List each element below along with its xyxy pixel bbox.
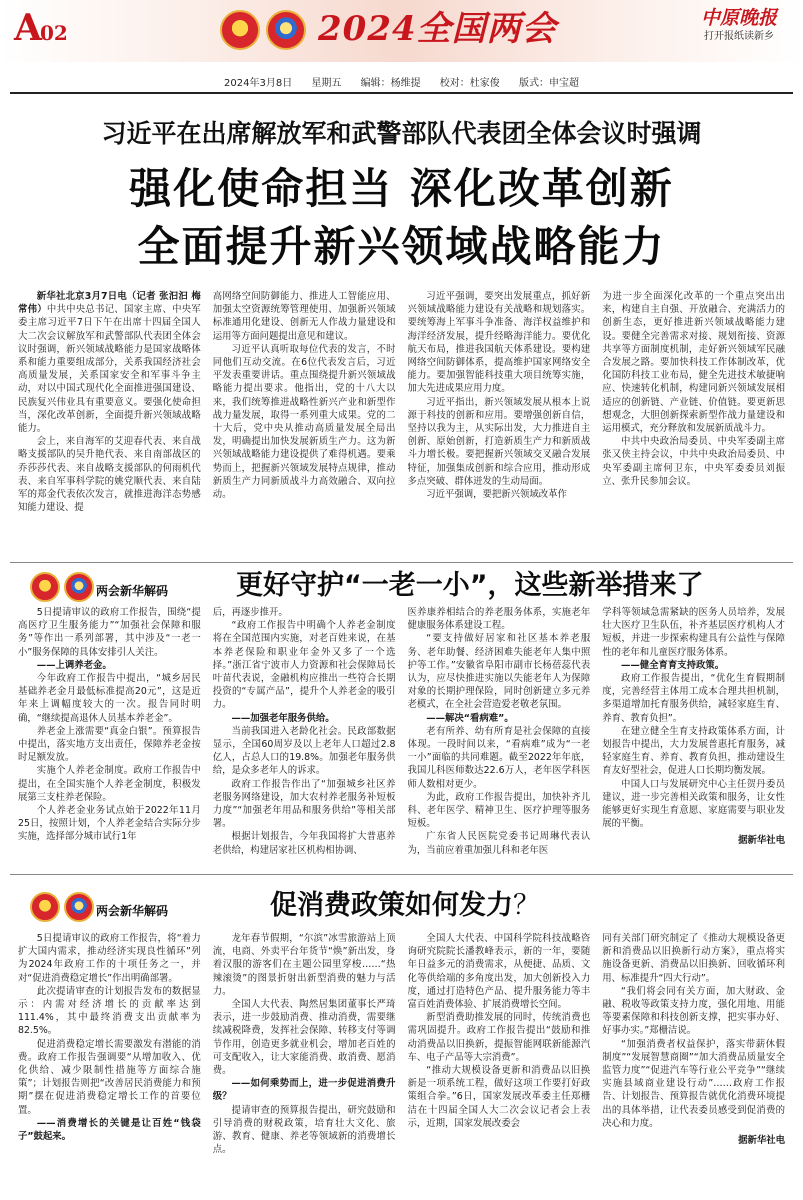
article2-section-head bbox=[0, 566, 803, 606]
article1-dateline: 新华社北京3月7日电（记者 张汩汩 梅常伟） bbox=[18, 291, 201, 316]
article3-paragraph: 新型消费助推发展的同时，传统消费也需巩固提升。政府工作报告提出“鼓励和推动消费品以旧换新，提振智能网联新能源汽车、电子产品等大宗消费”。 bbox=[407, 1012, 591, 1063]
article1-kicker: 习近平在出席解放军和武警部队代表团全体会议时强调 bbox=[101, 119, 702, 148]
layout-credit: 版式：申宝超 bbox=[518, 78, 579, 89]
cppcc-emblem-icon bbox=[266, 10, 306, 50]
article3-column-4 bbox=[602, 932, 785, 1194]
article2-column-2 bbox=[213, 606, 396, 870]
article3-paragraph: “加强消费者权益保护，落实带薪休假制度”“发展智慧商圈”“加大消费品质量安全监管力度”“促进汽车等行业公平竞争”“继续实施县域商业建设行动”……政府工作报告、计划报告、预算报告就优化消费环境提出的具体举措，让代表委员感受到促消费的决心和力度。 bbox=[602, 1038, 785, 1129]
article1-column-1 bbox=[18, 290, 201, 558]
article3-column-3 bbox=[408, 932, 591, 1194]
section-label: 两会新华解码 bbox=[96, 584, 169, 598]
article2-paragraph: 学科等领域急需紧缺的医务人员培养，发展壮大医疗卫生队伍，补齐基层医疗机构人才短板，并进一步探索构建具有公益性与保障性的老年和儿童医疗服务体系。 bbox=[602, 607, 785, 658]
article3-subhead: ——消费增长的关键是让百姓“钱袋子”鼓起来。 bbox=[18, 1117, 201, 1143]
issue-date: 2024年3月8日 bbox=[224, 78, 293, 89]
article1-column-4 bbox=[602, 290, 785, 558]
article3-paragraph: 全国人大代表、中国科学院科技战略咨询研究院院长潘教峰表示，新的一年，要随年日益多元的消费需求，从便捷、品质、文化等供给端的多角度出发，加大创新投入力度，通过打造特色产品、提升服务能力等丰富百姓消费体验、扩展消费增长空间。 bbox=[407, 933, 591, 1011]
article1-paragraph: 习近平认真听取每位代表的发言，不时同他们互动交流。在6位代表发言后，习近平发表重要讲话。重点围绕提升新兴领域战略能力提出要求。他指出，党的十八大以来，我们统筹推进战略性新兴产业和新型作战力量发展，取得一系列重大成果。党的二十大后，党中央从推动高质量发展全局出发，明确提出加快发展新质生产力。这为新兴领域战略能力建设提供了难得机遇。要乘势而上，把握新兴领域发展特点规律，推动新质生产力同新质战斗力高效融合、双向拉动。 bbox=[212, 343, 396, 501]
article2-column-4 bbox=[602, 606, 785, 870]
article2-headline: 更好守护“一老一小”，这些新举措来了 bbox=[236, 570, 704, 601]
article1-column-2 bbox=[213, 290, 396, 558]
article2-paragraph: 政府工作报告提出，“优化生育假期制度，完善经营主体用工成本合理共担机制，多渠道增加托育服务供给，减轻家庭生育、养育、教育负担”。 bbox=[602, 673, 785, 724]
article2-paragraph: 个人养老金业务试点始于2022年11月25日，按照计划，个人养老金结合实际分步实施，选择部分城市试行1年 bbox=[18, 805, 201, 843]
article3-headline-mark: ？ bbox=[513, 890, 540, 921]
article2-column-1 bbox=[18, 606, 201, 870]
article3-body bbox=[18, 932, 785, 1194]
article2-paragraph: 中国人口与发展研究中心主任贺丹委员建议，进一步完善相关政策和服务，让女性能够更好实现生育意愿、家庭需要与职业发展的平衡。 bbox=[602, 778, 785, 830]
article2-paragraph: 当前我国进入老龄化社会。民政部数据显示，全国60周岁及以上老年人口超过2.8亿人，占总人口的19.8%。加强老年服务供给，是众多老年人的诉求。 bbox=[212, 725, 396, 777]
article3-paragraph: 同有关部门研究制定了《推动大规模设备更新和消费品以旧换新行动方案》，重点将实施设备更新、消费品以旧换新、回收循环利用、标准提升“四大行动”。 bbox=[602, 933, 785, 984]
article1-paragraph: 会上，来自海军的艾迎春代表、来自战略支援部队的吴升艳代表、来自南部战区的乔莎莎代表、来自战略支援部队的何雨机代表、来自军事科学院的姚党顺代表、来自陆军的郑金代表依次发言，就推进海洋态势感知能力建设、提 bbox=[18, 436, 201, 514]
article1-column-3 bbox=[408, 290, 591, 558]
article2-paragraph: 根据计划报告，今年我国将扩大普惠养老供给，构建居家社区机构相协调、 bbox=[212, 831, 396, 856]
article2-paragraph: 老有所养、幼有所育是社会保障的直接体现。一段时间以来，“看病难”成为“一老一小”面临的共同难题。截至2022年年底，我国儿科医师数达22.6万人，老年医学科医师人数相对更少。 bbox=[407, 725, 591, 790]
section-label: 两会新华解码 bbox=[96, 904, 169, 918]
article2-subhead: ——加强老年服务供给。 bbox=[231, 712, 335, 724]
article3-paragraph: 此次提请审查的计划报告发布的数据显示：内需对经济增长的贡献率达到111.4%，其中最终消费支出贡献率为82.5%。 bbox=[18, 985, 201, 1037]
article1-headline-line1: 强化使命担当 深化改革创新 bbox=[129, 164, 674, 213]
article1-paragraph bbox=[18, 290, 201, 435]
article1-paragraph: 习近平强调，要突出发展重点，抓好新兴领域战略能力建设有关战略和规划落实。要统筹海上军事斗争准备、海洋权益维护和海洋经济发展，提升经略海洋能力。要优化航天布局，推进我国航天体系建设。要构建网络空间防御体系，提高维护国家网络安全能力。要加强智能科技重大项目统筹实施，加大先进成果应用力度。 bbox=[407, 291, 591, 395]
article1-headline-line2: 全面提升新兴领域战略能力 bbox=[137, 222, 666, 271]
banner-title: 2024全国两会 bbox=[318, 9, 557, 49]
article2-paragraph: 今年政府工作报告中提出，“城乡居民基础养老金月最低标准提高20元”，这是近年来上调幅度较大的一次。报告同时明确，“继续提高退休人员基本养老金”。 bbox=[18, 673, 201, 724]
article3-column-2 bbox=[213, 932, 396, 1194]
article2-paragraph: 在建立健全生育支持政策体系方面，计划报告中提出，大力发展普惠托育服务，减轻家庭生育、养育、教育负担，推动建设生育友好型社会，促进人口长期均衡发展。 bbox=[602, 725, 785, 777]
page-number bbox=[14, 8, 68, 53]
article2-paragraph: “政府工作报告中明确个人养老金制度将在全国范围内实施，对老百姓来说，在基本养老保险和职业年金外又多了一个选择。”浙江省宁波市人力资源和社会保障局长叶苗代表说，金融机构应推出一些符合长期投资的“专属产品”，提升个人养老金的吸引力。 bbox=[212, 620, 396, 711]
national-emblem-icon bbox=[30, 892, 60, 922]
article2-paragraph: 5日提请审议的政府工作报告，围绕“提高医疗卫生服务能力”“加强社会保障和服务”等作出一系列部署，其中涉及“一老一小”服务保障的具体安排引人关注。 bbox=[18, 607, 201, 658]
article1-text: 中共中央总书记、国家主席、中央军委主席习近平7日下午在出席十四届全国人大二次会议解放军和武警部队代表团全体会议时强调，新兴领域战略能力是国家战略体系和能力重要组成部分，关系我国经济社会高质量发展，关系国家安全和军事斗争主动，对以中国式现代化全面推进强国建设、民族复兴伟业具有重要意义。要强化使命担当，深化改革创新，全面提升新兴领域战略能力。 bbox=[18, 304, 201, 435]
article3-subhead: ——如何乘势而上，进一步促进消费升级？ bbox=[212, 1078, 396, 1103]
article2-paragraph: 政府工作报告作出了“加强城乡社区养老服务网络建设，加大农村养老服务补短板力度”“加强老年用品和服务供给”等相关部署。 bbox=[212, 778, 396, 830]
article3-column-1 bbox=[18, 932, 201, 1194]
header-rule bbox=[10, 92, 793, 94]
article2-paragraph: 为此，政府工作报告提出，加快补齐儿科、老年医学、精神卫生、医疗护理等服务短板。 bbox=[407, 791, 591, 830]
article1-body bbox=[18, 290, 785, 558]
article1-paragraph: 高网络空间防御能力、推进人工智能应用、加强太空资源统筹管理使用、加强新兴领域标准通用化建设、创新无人作战力量建设和运用等方面问题提出意见和建议。 bbox=[212, 291, 396, 342]
article1-paragraph: 习近平强调，要把新兴领域改革作 bbox=[426, 489, 567, 501]
page-letter: A bbox=[14, 7, 40, 49]
editor-credit: 编辑：杨维提 bbox=[360, 78, 421, 89]
article3-paragraph: “我们将会同有关方面，加大财政、金融、税收等政策支持力度，强化用地、用能等要素保障和科技创新支撑，把实事办好、好事办实。”郑栅洁说。 bbox=[602, 985, 785, 1037]
paper-logo bbox=[693, 6, 785, 44]
article1-paragraph: 为进一步全面深化改革的一个重点突出出来，构建自主自强、开放融合、充满活力的创新生态，更好推进新兴领域战略能力建设。要健全完善需求对接、规划衔接、资源共享等方面制度机制，走好新兴领域军民融合发展之路。要加快科技工作体制改革，优化国防科技工业布局，健全先进技术敏捷响应、快速转化机制，构建同新兴领域发展相适应的创新链、产业链、价值链。要更新思想观念，大胆创新探索新型作战力量建设和运用模式，充分释放和发展新质战斗力。 bbox=[602, 291, 785, 435]
article2-subhead: ——健全育育支持政策。 bbox=[621, 659, 725, 671]
article1-paragraph: 习近平指出，新兴领域发展从根本上说源于科技的创新和应用。要增强创新自信，坚持以我为主，从实际出发，大力推进自主创新、原始创新，打造新质生产力和新质战斗力增长极。要把握新兴领域交叉融合发展特征，加强集成创新和综合应用，推动形成多点突破、群体迸发的生动局面。 bbox=[407, 396, 591, 487]
article2-body bbox=[18, 606, 785, 870]
article2-column-3 bbox=[408, 606, 591, 870]
article2-paragraph: 养老金上涨需要“真金白银”。预算报告中提出，落实地方支出责任，保障养老金按时足额发放。 bbox=[18, 725, 201, 764]
article3-paragraph: 提请审查的预算报告提出，研究鼓励和引导消费的财税政策，培育壮大文化、旅游、教育、健康、养老等领域新的消费增长点。 bbox=[212, 1104, 396, 1156]
article3-paragraph: 5日提请审议的政府工作报告，将“着力扩大国内需求，推动经济实现良性循环”列为2024年政府工作的十项任务之一，并对“促进消费稳定增长”作出明确部署。 bbox=[18, 933, 201, 984]
national-emblem-icon bbox=[220, 10, 260, 50]
proofreader-credit: 校对：杜家俊 bbox=[439, 78, 500, 89]
article3-paragraph: 龙年春节假期，“尔滨”冰雪旅游站上顶流，电商、外卖平台年货节“焕”新出发，身着汉服的游客们在主题公园里穿梭……“热辣滚烫”的图景折射出新型消费的魅力与活力。 bbox=[212, 933, 396, 997]
article2-paragraph: 广东省人民医院党委书记周琳代表认为，当前应着重加强儿科和老年医 bbox=[407, 831, 591, 856]
article2-paragraph: “要支持做好居家和社区基本养老服务、老年助餐、经济困难失能老年人集中照护等工作。”安徽省阜阳市副市长杨蓓蕊代表认为，应尽快推进实施以失能老年人为保障对象的长期护理保险，同时创新建立多元养老模式，在全社会营造爱老敬老氛围。 bbox=[407, 633, 591, 711]
article1-paragraph: 中共中央政治局委员、中央军委副主席张又侠主持会议，中共中央政治局委员、中央军委副主席何卫东，中央军委委员刘振立、张升民参加会议。 bbox=[602, 436, 785, 487]
article3-paragraph: 全国人大代表、陶然居集团董事长严琦表示，进一步鼓励消费、推动消费，需要继续减税降费，发挥社会保障、转移支付等调节作用，创造更多就业机会，增加老百姓的可支配收入，让大家能消费、敢消费、愿消费。 bbox=[212, 999, 396, 1077]
article3-section-head bbox=[0, 886, 803, 926]
masthead bbox=[0, 0, 803, 94]
article3-paragraph: “推动大规模设备更新和消费品以旧换新是一项系统工程，做好这项工作要打好政策组合拳。”6日，国家发展改革委主任郑栅洁在十四届全国人大二次会议记者会上表示，近期，国家发展改委会 bbox=[407, 1065, 591, 1129]
paper-name: 中原晚报 bbox=[700, 7, 777, 29]
article3-credit: 据新华社电 bbox=[738, 1135, 785, 1147]
article2-credit: 据新华社电 bbox=[738, 835, 785, 847]
article2-paragraph: 实施个人养老金制度。政府工作报告中提出，在全国实施个人养老金制度，积极发展第三支柱养老保险。 bbox=[18, 765, 201, 803]
dateline bbox=[0, 74, 803, 89]
cppcc-emblem-icon bbox=[64, 572, 94, 602]
cppcc-emblem-icon bbox=[64, 892, 94, 922]
article2-paragraph: 后，再逐步推开。 bbox=[212, 607, 288, 618]
paper-slogan: 打开报纸读新乡 bbox=[704, 31, 774, 42]
issue-weekday: 星期五 bbox=[311, 78, 342, 89]
article3-headline bbox=[270, 886, 540, 926]
page-digits: 02 bbox=[39, 21, 68, 45]
national-emblem-icon bbox=[30, 572, 60, 602]
article2-subhead: ——解决“看病难”。 bbox=[426, 712, 514, 724]
section-divider bbox=[10, 874, 793, 875]
article2-subhead: ——上调养老金。 bbox=[36, 659, 112, 671]
article2-paragraph: 医养康养相结合的养老服务体系，实施老年健康服务体系建设工程。 bbox=[407, 607, 591, 632]
article3-paragraph: 促进消费稳定增长需要激发有潜能的消费。政府工作报告强调要“从增加收入、优化供给、减少限制性措施等方面综合施策”；计划报告则把“改善居民消费能力和预期”摆在促进消费稳定增长工作的首要位置。 bbox=[18, 1038, 201, 1116]
section-divider bbox=[10, 562, 793, 563]
article3-headline-text: 促消费政策如何发力 bbox=[270, 890, 513, 921]
